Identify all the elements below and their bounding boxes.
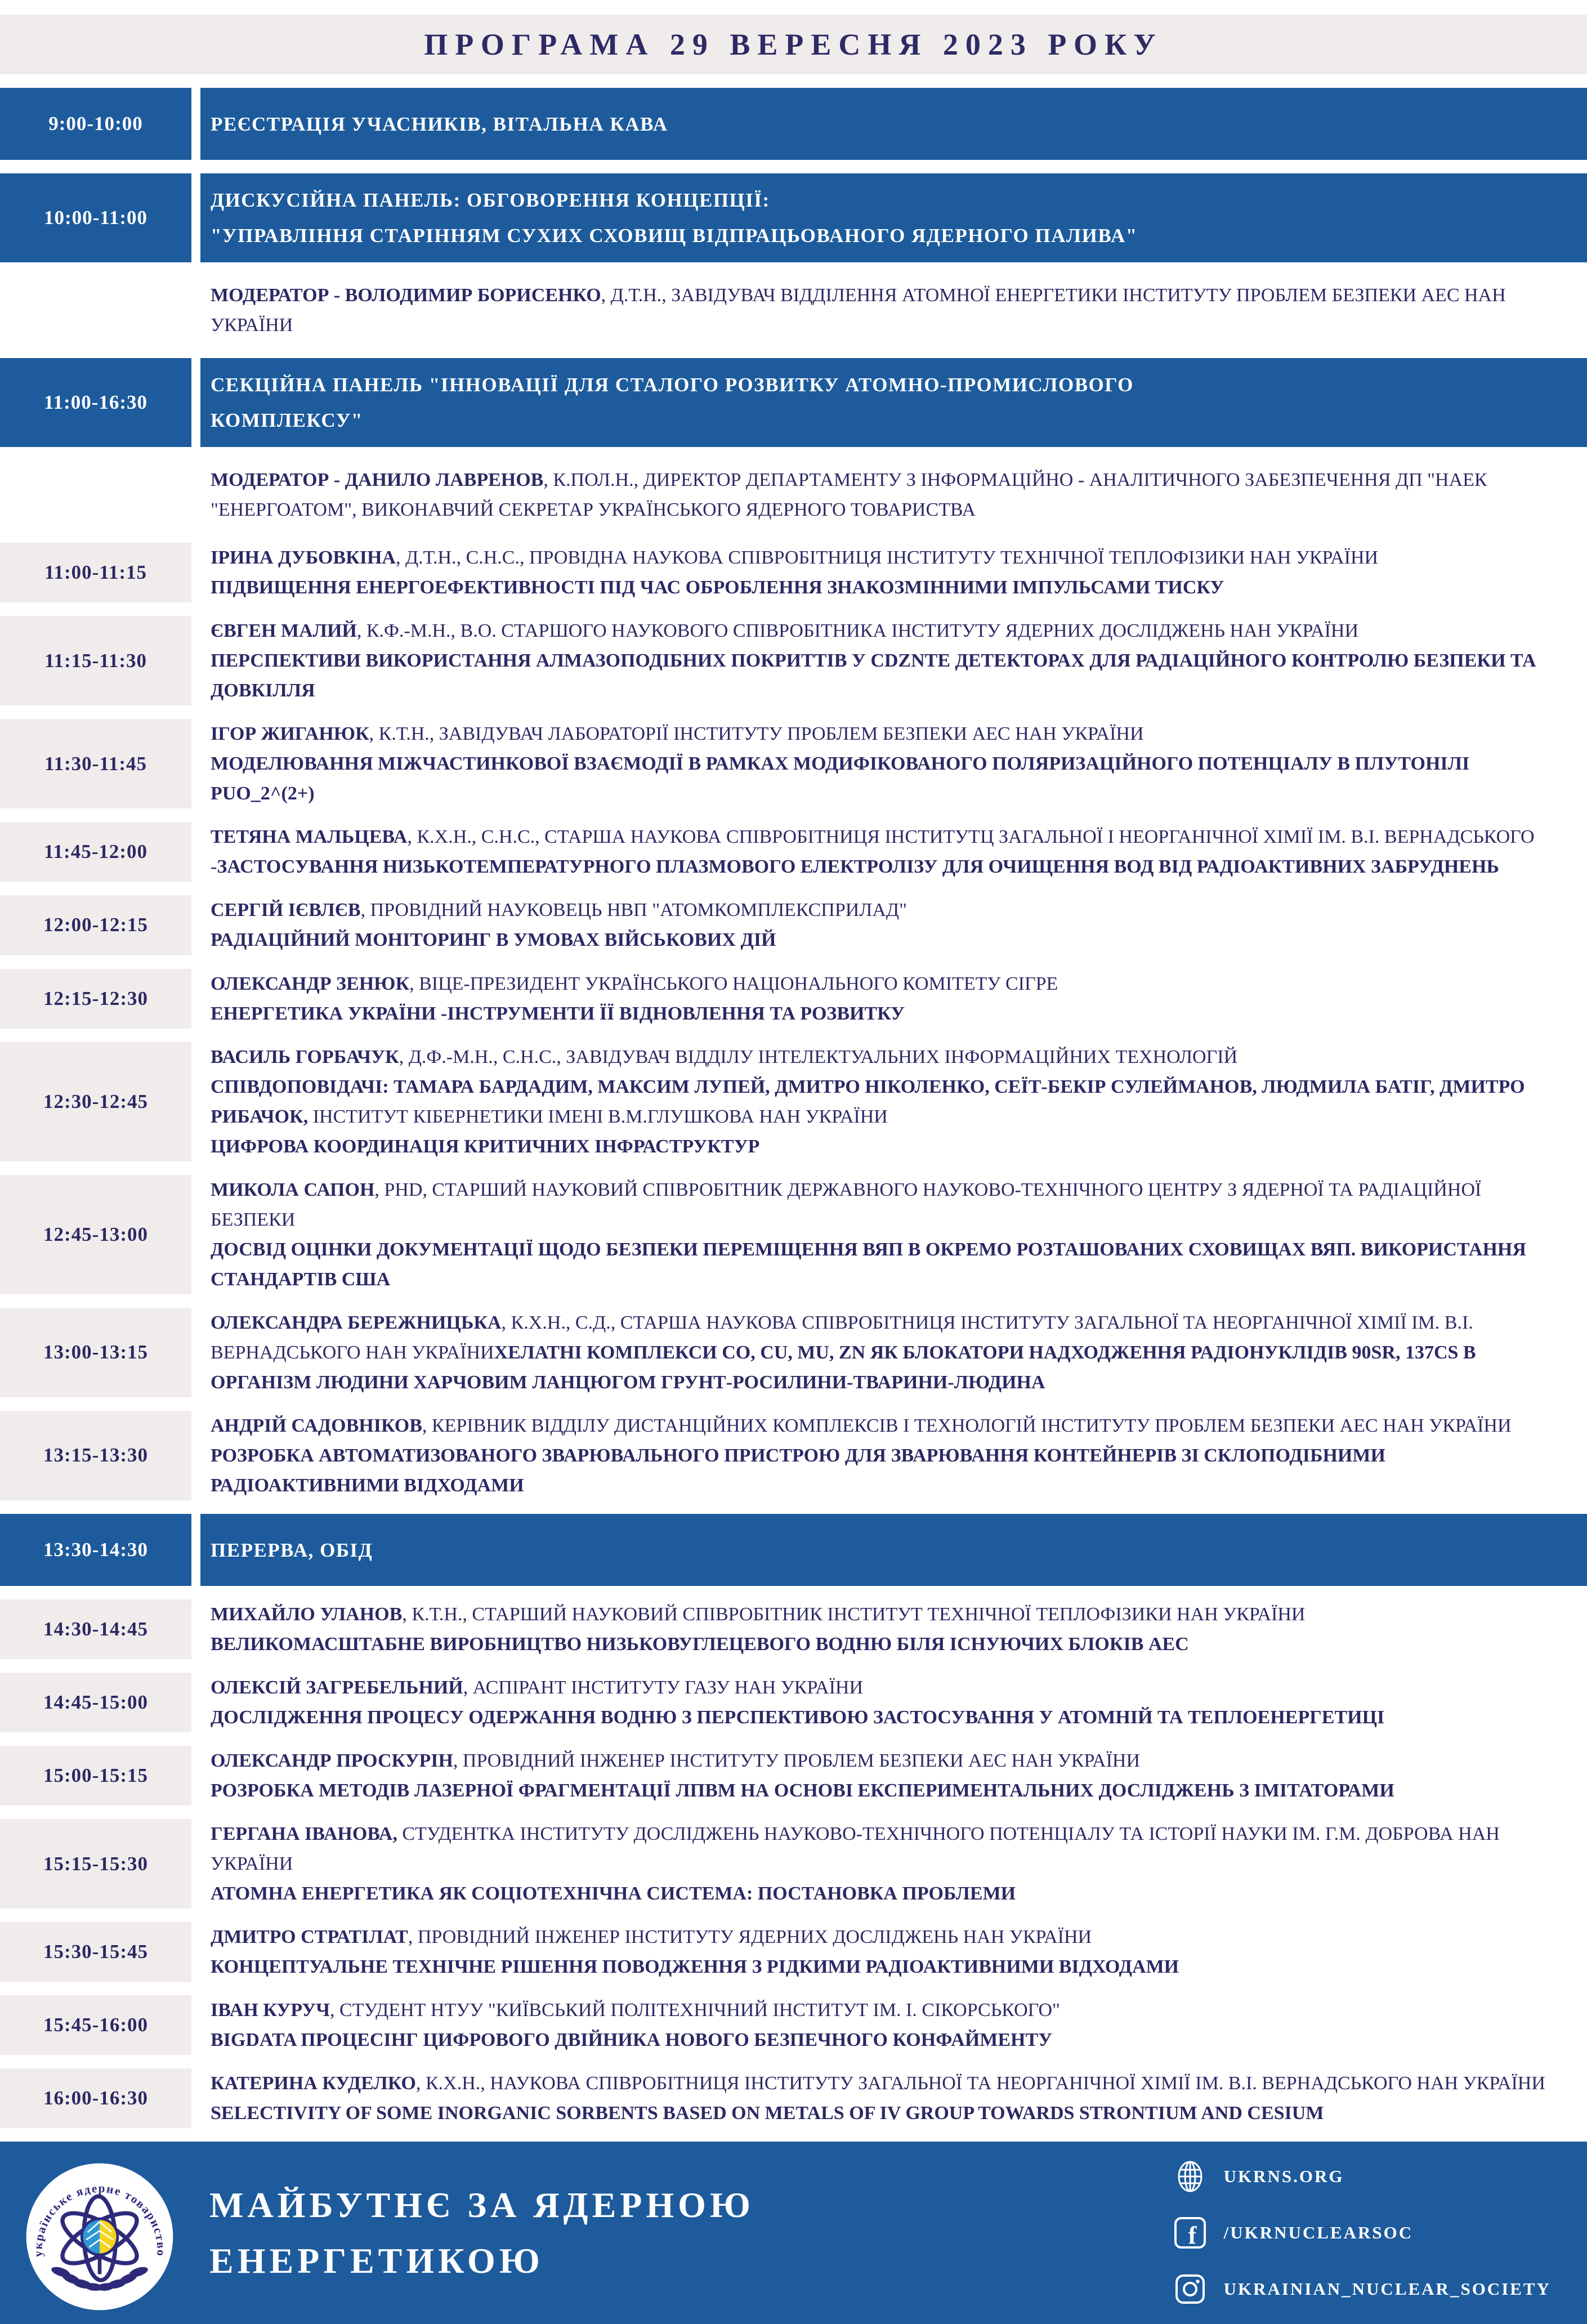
talk-paragraph bbox=[211, 1995, 1553, 2025]
speaker-name: ОЛЕКСАНДРА БЕРЕЖНИЦЬКА bbox=[211, 1312, 502, 1333]
time-slot: 11:15-11:30 bbox=[0, 616, 191, 705]
speaker-role: , К.Т.Н., СТАРШИЙ НАУКОВИЙ СПІВРОБІТНИК ІНСТИТУТ ТЕХНІЧНОЇ ТЕПЛОФІЗИКИ НАН УКРАЇНИ bbox=[402, 1604, 1306, 1625]
talk-title: ЗАСТОСУВАННЯ НИЗЬКОТЕМПЕРАТУРНОГО ПЛАЗМОВОГО ЕЛЕКТРОЛІЗУ ДЛЯ ОЧИЩЕННЯ ВОД ВІД РАДІОАКТИВНИХ ЗАБРУДНЕНЬ bbox=[217, 856, 1499, 878]
talk-row bbox=[0, 822, 1587, 882]
time-slot: 11:45-12:00 bbox=[0, 822, 191, 882]
footer-headline bbox=[209, 2177, 1172, 2289]
time-slot: 12:15-12:30 bbox=[0, 969, 191, 1029]
time-slot bbox=[0, 276, 191, 345]
speaker-role: , Д.Т.Н., ЗАВІДУВАЧ ВІДДІЛЕННЯ АТОМНОЇ ЕНЕРГЕТИКИ ІНСТИТУТУ ПРОБЛЕМ БЕЗПЕКИ АЕС НАН УКРАЇНИ bbox=[211, 285, 1506, 336]
session-title-line: ПЕРЕРВА, ОБІД bbox=[211, 1539, 373, 1561]
talk-title: ДОСЛІДЖЕННЯ ПРОЦЕСУ ОДЕРЖАННЯ ВОДНЮ З ПЕРСПЕКТИВОЮ ЗАСТОСУВАННЯ У АТОМНІЙ ТА ТЕПЛОЕНЕРГЕТИЦІ bbox=[211, 1707, 1385, 1728]
speaker-role: , К.Х.Н., С.Д., СТАРША НАУКОВА СПІВРОБІТНИЦЯ ІНСТИТУТУ ЗАГАЛЬНОЇ ТА НЕОРГАНІЧНОЇ ХІМІЇ ІМ. В.І. ВЕРНАДСЬКОГО НАН УКРАЇНИ bbox=[211, 1312, 1473, 1363]
time-slot: 14:30-14:45 bbox=[0, 1599, 191, 1659]
talk-details bbox=[200, 1995, 1587, 2055]
talk-title: SELECTIVITY OF SOME INORGANIC SORBENTS BASED ON METALS OF IV GROUP TOWARDS STRONTIUM AND CESIUM bbox=[211, 2103, 1324, 2124]
talk-paragraph bbox=[211, 1042, 1553, 1072]
time-slot: 15:45-16:00 bbox=[0, 1995, 191, 2055]
page-title: ПРОГРАМА 29 ВЕРЕСНЯ 2023 РОКУ bbox=[424, 28, 1163, 61]
talk-title: ВЕЛИКОМАСШТАБНЕ ВИРОБНИЦТВО НИЗЬКОВУГЛЕЦЕВОГО ВОДНЮ БІЛЯ ІСНУЮЧИХ БЛОКІВ АЕС bbox=[211, 1634, 1189, 1655]
talk-row bbox=[0, 543, 1587, 602]
speaker-role: , К.Ф.-М.Н., В.О. СТАРШОГО НАУКОВОГО СПІВРОБІТНИКА ІНСТИТУТУ ЯДЕРНИХ ДОСЛІДЖЕНЬ НАН УКРАЇНИ bbox=[356, 620, 1359, 642]
time-slot: 10:00-11:00 bbox=[0, 173, 191, 262]
talk-title: ПІДВИЩЕННЯ ЕНЕРГОЕФЕКТИВНОСТІ ПІД ЧАС ОБРОБЛЕННЯ ЗНАКОЗМІННИМИ ІМПУЛЬСАМИ ТИСКУ bbox=[211, 577, 1224, 598]
talk-paragraph bbox=[211, 719, 1553, 749]
speaker-name: МОДЕРАТОР - ДАНИЛО ЛАВРЕНОВ bbox=[211, 470, 544, 491]
talk-paragraph bbox=[211, 1599, 1553, 1629]
talk-details bbox=[200, 1599, 1587, 1659]
talk-row bbox=[0, 1411, 1587, 1500]
speaker-role: , ПРОВІДНИЙ ІНЖЕНЕР ІНСТИТУТУ ПРОБЛЕМ БЕЗПЕКИ АЕС НАН УКРАЇНИ bbox=[453, 1750, 1141, 1772]
speaker-role: , СТУДЕНТ НТУУ "КИЇВСЬКИЙ ПОЛІТЕХНІЧНИЙ ІНСТИТУТ ІМ. І. СІКОРСЬКОГО" bbox=[330, 2000, 1060, 2021]
speaker-name: ІРИНА ДУБОВКІНА bbox=[211, 547, 396, 569]
talk-paragraph bbox=[211, 2098, 1553, 2128]
time-slot: 13:15-13:30 bbox=[0, 1411, 191, 1500]
footer-headline-line2: ЕНЕРГЕТИКОЮ bbox=[209, 2241, 544, 2281]
time-slot: 15:30-15:45 bbox=[0, 1922, 191, 1982]
facebook-label[interactable]: /UKRNUCLEARSOC bbox=[1223, 2223, 1414, 2243]
speaker-role: , PHD, СТАРШИЙ НАУКОВИЙ СПІВРОБІТНИК ДЕРЖАВНОГО НАУКОВО-ТЕХНІЧНОГО ЦЕНТРУ З ЯДЕРНОЇ ТА РАДІАЦІЙНОЇ БЕЗПЕКИ bbox=[211, 1179, 1482, 1230]
speaker-name: СЕРГІЙ ІЄВЛЄВ bbox=[211, 900, 361, 921]
talk-paragraph bbox=[211, 465, 1553, 525]
talk-title: ЕНЕРГЕТИКА УКРАЇНИ -ІНСТРУМЕНТИ ЇЇ ВІДНОВЛЕННЯ ТА РОЗВИТКУ bbox=[211, 1003, 905, 1024]
talk-details bbox=[200, 276, 1587, 345]
speaker-role: , АСПІРАНТ ІНСТИТУТУ ГАЗУ НАН УКРАЇНИ bbox=[463, 1677, 864, 1699]
speaker-role: , К.Х.Н., НАУКОВА СПІВРОБІТНИЦЯ ІНСТИТУТУ ЗАГАЛЬНОЇ ТА НЕОРГАНІЧНОЇ ХІМІЇ ІМ. В.І. ВЕРНАДСЬКОГО НАН УКРАЇНИ bbox=[416, 2073, 1545, 2094]
speaker-name: МОДЕРАТОР - ВОЛОДИМИР БОРИСЕНКО bbox=[211, 285, 601, 306]
nuclear-society-logo bbox=[25, 2162, 175, 2312]
svg-text:f: f bbox=[1188, 2222, 1196, 2250]
talk-title: ПЕРСПЕКТИВИ ВИКОРИСТАННЯ АЛМАЗОПОДІБНИХ ПОКРИТТІВ У CDZNTE ДЕТЕКТОРАХ ДЛЯ РАДІАЦІЙНОГО КОНТРОЛЮ БЕЗПЕКИ ТА ДОВКІЛЛЯ bbox=[211, 650, 1536, 701]
time-slot: 16:00-16:30 bbox=[0, 2068, 191, 2128]
talk-paragraph bbox=[211, 2025, 1553, 2055]
talk-paragraph bbox=[211, 646, 1553, 705]
time-slot: 9:00-10:00 bbox=[0, 88, 191, 160]
instagram-link[interactable] bbox=[1172, 2271, 1551, 2307]
speaker-name: МИХАЙЛО УЛАНОВ bbox=[211, 1604, 403, 1625]
talk-row bbox=[0, 895, 1587, 955]
time-slot: 15:15-15:30 bbox=[0, 1819, 191, 1909]
talk-details bbox=[200, 1042, 1587, 1161]
talk-row bbox=[0, 1175, 1587, 1294]
talk-paragraph bbox=[211, 616, 1553, 646]
talk-paragraph bbox=[211, 1922, 1553, 1952]
speaker-name: ДМИТРО СТРАТІЛАТ bbox=[211, 1927, 408, 1948]
talk-paragraph bbox=[211, 749, 1553, 808]
speaker-name: ЄВГЕН МАЛИЙ bbox=[211, 620, 357, 642]
talk-details bbox=[200, 2068, 1587, 2128]
talk-paragraph bbox=[211, 1952, 1553, 1982]
talk-details bbox=[200, 895, 1587, 955]
talk-row bbox=[0, 1819, 1587, 1909]
schedule bbox=[0, 88, 1587, 2142]
footer-links bbox=[1172, 2158, 1551, 2307]
talk-row bbox=[0, 1042, 1587, 1161]
instagram-label[interactable]: UKRAINIAN_NUCLEAR_SOCIETY bbox=[1223, 2279, 1551, 2299]
speaker-name: ІВАН КУРУЧ bbox=[211, 2000, 330, 2021]
program-title-band bbox=[0, 15, 1587, 74]
talk-paragraph bbox=[211, 280, 1553, 340]
talk-paragraph bbox=[211, 1175, 1553, 1235]
speaker-name: ОЛЕКСАНДР ЗЕНЮК bbox=[211, 973, 410, 994]
time-slot: 12:30-12:45 bbox=[0, 1042, 191, 1161]
speaker-role: , КЕРІВНИК ВІДДІЛУ ДИСТАНЦІЙНИХ КОМПЛЕКСІВ І ТЕХНОЛОГІЙ ІНСТИТУТУ ПРОБЛЕМ БЕЗПЕКИ АЕС НАН УКРАЇНИ bbox=[422, 1415, 1512, 1436]
speaker-role: , К.Т.Н., ЗАВІДУВАЧ ЛАБОРАТОРІЇ ІНСТИТУТУ ПРОБЛЕМ БЕЗПЕКИ АЕС НАН УКРАЇНИ bbox=[369, 723, 1144, 745]
talk-paragraph bbox=[211, 1441, 1553, 1500]
talk-paragraph bbox=[211, 999, 1553, 1029]
talk-title: АТОМНА ЕНЕРГЕТИКА ЯК СОЦІОТЕХНІЧНА СИСТЕМА: ПОСТАНОВКА ПРОБЛЕМИ bbox=[211, 1883, 1016, 1905]
speaker-name: ОЛЕКСАНДР ПРОСКУРІН bbox=[211, 1750, 453, 1772]
talk-row bbox=[0, 1308, 1587, 1397]
talk-paragraph bbox=[211, 895, 1553, 925]
talk-details bbox=[200, 1746, 1587, 1805]
talk-row bbox=[0, 1922, 1587, 1982]
website-label[interactable]: UKRNS.ORG bbox=[1223, 2166, 1344, 2187]
talk-paragraph bbox=[211, 1132, 1553, 1161]
time-slot: 14:45-15:00 bbox=[0, 1673, 191, 1732]
speaker-name: АНДРІЙ САДОВНІКОВ bbox=[211, 1415, 422, 1436]
talk-row bbox=[0, 969, 1587, 1029]
session-banner-row bbox=[0, 88, 1587, 160]
talk-paragraph bbox=[211, 925, 1553, 955]
speaker-role: , Д.Т.Н., С.Н.С., ПРОВІДНА НАУКОВА СПІВРОБІТНИЦЯ ІНСТИТУТУ ТЕХНІЧНОЇ ТЕПЛОФІЗИКИ НАН УКРАЇНИ bbox=[395, 547, 1379, 569]
speaker-name: КАТЕРИНА КУДЕЛКО bbox=[211, 2073, 416, 2094]
speaker-name: ІГОР ЖИГАНЮК bbox=[211, 723, 369, 745]
talk-details bbox=[200, 1922, 1587, 1982]
speaker-role: , К.Х.Н., С.Н.С., СТАРША НАУКОВА СПІВРОБІТНИЦЯ ІНСТИТУТЦ ЗАГАЛЬНОЇ І НЕОРГАНІЧНОЇ ХІМІЇ ІМ. В.І. ВЕРНАДСЬКОГО - bbox=[211, 826, 1535, 878]
time-slot bbox=[0, 461, 191, 529]
talk-row bbox=[0, 2068, 1587, 2128]
session-title bbox=[200, 173, 1587, 262]
talk-row bbox=[0, 1599, 1587, 1659]
facebook-link[interactable] bbox=[1172, 2215, 1551, 2251]
time-slot: 11:00-11:15 bbox=[0, 543, 191, 602]
talk-title: РАДІАЦІЙНИЙ МОНІТОРИНГ В УМОВАХ ВІЙСЬКОВИХ ДІЙ bbox=[211, 929, 776, 951]
talk-paragraph bbox=[211, 822, 1553, 882]
speaker-role: , ВІЦЕ-ПРЕЗИДЕНТ УКРАЇНСЬКОГО НАЦІОНАЛЬНОГО КОМІТЕТУ СІГРЕ bbox=[409, 973, 1058, 994]
talk-details bbox=[200, 969, 1587, 1029]
talk-title: ХЕЛАТНІ КОМПЛЕКСИ CO, CU, MU, ZN ЯК БЛОКАТОРИ НАДХОДЖЕННЯ РАДІОНУКЛІДІВ 90SR, 137CS В ОРГАНІЗМ ЛЮДИНИ ХАРЧОВИМ ЛАНЦЮГОМ ГРУНТ-РОСИЛИНИ-ТВАРИНИ-ЛЮДИНА bbox=[211, 1342, 1476, 1393]
speaker-role: ІНСТИТУТ КІБЕРНЕТИКИ ІМЕНІ В.М.ГЛУШКОВА НАН УКРАЇНИ bbox=[308, 1106, 888, 1127]
talk-title: РОЗРОБКА МЕТОДІВ ЛАЗЕРНОЇ ФРАГМЕНТАЦІЇ ЛПВМ НА ОСНОВІ ЕКСПЕРИМЕНТАЛЬНИХ ДОСЛІДЖЕНЬ З ІМІТАТОРАМИ bbox=[211, 1780, 1394, 1802]
talk-details bbox=[200, 543, 1587, 602]
time-slot: 11:00-16:30 bbox=[0, 358, 191, 447]
session-title bbox=[200, 88, 1587, 160]
talk-title: РОЗРОБКА АВТОМАТИЗОВАНОГО ЗВАРЮВАЛЬНОГО ПРИСТРОЮ ДЛЯ ЗВАРЮВАННЯ КОНТЕЙНЕРІВ ЗІ СКЛОПОДІБНИМИ РАДІОАКТИВНИМИ ВІДХОДАМИ bbox=[211, 1445, 1385, 1496]
talk-title: ДОСВІД ОЦІНКИ ДОКУМЕНТАЦІЇ ЩОДО БЕЗПЕКИ ПЕРЕМІЩЕННЯ ВЯП В ОКРЕМО РОЗТАШОВАНИХ СХОВИЩАХ ВЯП. ВИКОРИСТАННЯ СТАНДАРТІВ США bbox=[211, 1239, 1526, 1290]
talk-paragraph bbox=[211, 1746, 1553, 1776]
session-banner-row bbox=[0, 358, 1587, 447]
talk-row bbox=[0, 616, 1587, 705]
talk-details bbox=[200, 1175, 1587, 1294]
moderator-row bbox=[0, 276, 1587, 345]
moderator-row bbox=[0, 461, 1587, 529]
session-title bbox=[200, 358, 1587, 447]
globe-icon bbox=[1172, 2158, 1208, 2195]
talk-details bbox=[200, 461, 1587, 529]
talk-paragraph bbox=[211, 1308, 1553, 1397]
session-title-line: "УПРАВЛІННЯ СТАРІННЯМ СУХИХ СХОВИЩ ВІДПРАЦЬОВАНОГО ЯДЕРНОГО ПАЛИВА" bbox=[211, 225, 1138, 247]
time-slot: 13:00-13:15 bbox=[0, 1308, 191, 1397]
talk-details bbox=[200, 719, 1587, 808]
speaker-role: СТУДЕНТКА ІНСТИТУТУ ДОСЛІДЖЕНЬ НАУКОВО-ТЕХНІЧНОГО ПОТЕНЦІАЛУ ТА ІСТОРІЇ НАУКИ ІМ. Г.М. ДОБРОВА НАН УКРАЇНИ bbox=[211, 1824, 1500, 1875]
instagram-icon bbox=[1172, 2271, 1208, 2307]
speaker-name: ОЛЕКСІЙ ЗАГРЕБЕЛЬНИЙ bbox=[211, 1677, 463, 1699]
talk-paragraph bbox=[211, 1702, 1553, 1732]
session-title-line: СЕКЦІЙНА ПАНЕЛЬ "ІННОВАЦІЇ ДЛЯ СТАЛОГО РОЗВИТКУ АТОМНО-ПРОМИСЛОВОГО КОМПЛЕКСУ" bbox=[211, 374, 1134, 432]
talk-paragraph bbox=[211, 1072, 1553, 1132]
logo-ring-text: українське ядерне товариство bbox=[31, 2182, 168, 2258]
talk-details bbox=[200, 1308, 1587, 1397]
speaker-name: МИКОЛА САПОН bbox=[211, 1179, 375, 1200]
facebook-icon bbox=[1172, 2215, 1208, 2251]
speaker-name: ТЕТЯНА МАЛЬЦЕВА bbox=[211, 826, 408, 848]
talk-title: ЦИФРОВА КООРДИНАЦІЯ КРИТИЧНИХ ІНФРАСТРУКТУР bbox=[211, 1136, 760, 1157]
website-link[interactable] bbox=[1172, 2158, 1551, 2195]
talk-paragraph bbox=[211, 1629, 1553, 1659]
talk-paragraph bbox=[211, 969, 1553, 999]
talk-paragraph bbox=[211, 2068, 1553, 2098]
talk-row bbox=[0, 719, 1587, 808]
talk-title: МОДЕЛЮВАННЯ МІЖЧАСТИНКОВОЇ ВЗАЄМОДІЇ В РАМКАХ МОДИФІКОВАНОГО ПОЛЯРИЗАЦІЙНОГО ПОТЕНЦІАЛУ В ПЛУТОНІЛІ PUO_2^(2+) bbox=[211, 753, 1470, 805]
time-slot: 13:30-14:30 bbox=[0, 1514, 191, 1586]
talk-row bbox=[0, 1995, 1587, 2055]
talk-paragraph bbox=[211, 1819, 1553, 1879]
talk-paragraph bbox=[211, 1776, 1553, 1805]
session-title bbox=[200, 1514, 1587, 1586]
time-slot: 12:00-12:15 bbox=[0, 895, 191, 955]
talk-title: СПІВДОПОВІДАЧІ: ТАМАРА БАРДАДИМ, МАКСИМ ЛУПЕЙ, ДМИТРО НІКОЛЕНКО, СЕЇТ-БЕКІР СУЛЕЙМАНОВ, ЛЮДМИЛА БАТІГ, ДМИТРО РИБАЧОК, bbox=[211, 1076, 1525, 1127]
speaker-role: , К.ПОЛ.Н., ДИРЕКТОР ДЕПАРТАМЕНТУ З ІНФОРМАЦІЙНО - АНАЛІТИЧНОГО ЗАБЕЗПЕЧЕННЯ ДП "НАЕК "ЕНЕРГОАТОМ", ВИКОНАВЧИЙ СЕКРЕТАР УКРАЇНСЬКОГО ЯДЕРНОГО ТОВАРИСТВА bbox=[211, 470, 1487, 521]
speaker-name: ВАСИЛЬ ГОРБАЧУК bbox=[211, 1046, 399, 1067]
talk-row bbox=[0, 1673, 1587, 1732]
session-title-line: РЕЄСТРАЦІЯ УЧАСНИКІВ, ВІТАЛЬНА КАВА bbox=[211, 113, 668, 135]
talk-details bbox=[200, 1411, 1587, 1500]
time-slot: 11:30-11:45 bbox=[0, 719, 191, 808]
talk-details bbox=[200, 1819, 1587, 1909]
talk-details bbox=[200, 822, 1587, 882]
speaker-role: , ПРОВІДНИЙ НАУКОВЕЦЬ НВП "АТОМКОМПЛЕКСПРИЛАД" bbox=[360, 900, 907, 921]
footer-headline-line1: МАЙБУТНЄ ЗА ЯДЕРНОЮ bbox=[209, 2185, 754, 2225]
speaker-role: , ПРОВІДНИЙ ІНЖЕНЕР ІНСТИТУТУ ЯДЕРНИХ ДОСЛІДЖЕНЬ НАН УКРАЇНИ bbox=[408, 1927, 1092, 1948]
speaker-name: ГЕРГАНА ІВАНОВА, bbox=[211, 1824, 397, 1845]
time-slot: 15:00-15:15 bbox=[0, 1746, 191, 1805]
speaker-role: , Д.Ф.-М.Н., С.Н.С., ЗАВІДУВАЧ ВІДДІЛУ ІНТЕЛЕКТУАЛЬНИХ ІНФОРМАЦІЙНИХ ТЕХНОЛОГІЙ bbox=[399, 1046, 1238, 1067]
session-banner-row bbox=[0, 173, 1587, 262]
footer bbox=[0, 2142, 1587, 2324]
talk-title: КОНЦЕПТУАЛЬНЕ ТЕХНІЧНЕ РІШЕННЯ ПОВОДЖЕННЯ З РІДКИМИ РАДІОАКТИВНИМИ ВІДХОДАМИ bbox=[211, 1956, 1179, 1978]
talk-details bbox=[200, 1673, 1587, 1732]
talk-paragraph bbox=[211, 573, 1553, 602]
talk-paragraph bbox=[211, 1235, 1553, 1294]
time-slot: 12:45-13:00 bbox=[0, 1175, 191, 1294]
talk-details bbox=[200, 616, 1587, 705]
talk-paragraph bbox=[211, 1879, 1553, 1909]
talk-paragraph bbox=[211, 1411, 1553, 1441]
talk-row bbox=[0, 1746, 1587, 1805]
talk-paragraph bbox=[211, 1673, 1553, 1702]
session-banner-row bbox=[0, 1514, 1587, 1586]
session-title-line: ДИСКУСІЙНА ПАНЕЛЬ: ОБГОВОРЕННЯ КОНЦЕПЦІЇ: bbox=[211, 189, 770, 211]
talk-paragraph bbox=[211, 543, 1553, 573]
talk-title: BIGDATA ПРОЦЕСІНГ ЦИФРОВОГО ДВІЙНИКА НОВОГО БЕЗПЕЧНОГО КОНФАЙМЕНТУ bbox=[211, 2030, 1053, 2051]
